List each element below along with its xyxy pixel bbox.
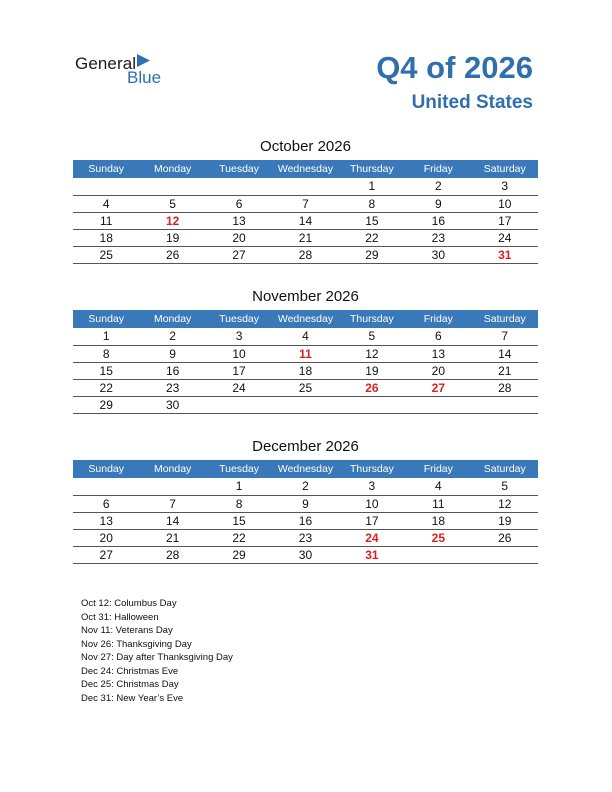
month-title: October 2026 — [260, 138, 351, 155]
day-cell: 3 — [206, 328, 272, 345]
day-cell: 1 — [73, 328, 139, 345]
day-cell: 14 — [472, 345, 538, 362]
day-cell: 16 — [405, 212, 471, 229]
day-cell: 7 — [272, 195, 338, 212]
day-cell — [206, 178, 272, 195]
week-row — [73, 328, 538, 345]
page-subtitle: United States — [411, 92, 533, 113]
day-cell: 9 — [405, 195, 471, 212]
day-cell: 11 — [73, 212, 139, 229]
day-cell: 2 — [139, 328, 205, 345]
weekday-header: Wednesday — [272, 310, 338, 328]
day-cell: 22 — [339, 229, 405, 246]
day-cell: 9 — [139, 345, 205, 362]
weekday-header: Monday — [139, 460, 205, 478]
day-cell: 28 — [472, 379, 538, 396]
weekday-header: Sunday — [73, 160, 139, 178]
weekday-header: Saturday — [472, 310, 538, 328]
week-row — [73, 512, 538, 529]
day-cell: 6 — [73, 495, 139, 512]
weekday-header: Friday — [405, 460, 471, 478]
weekday-header: Thursday — [339, 160, 405, 178]
day-cell: 11 — [272, 345, 338, 362]
day-cell: 23 — [139, 379, 205, 396]
day-cell: 24 — [472, 229, 538, 246]
week-row — [73, 396, 538, 413]
logo-triangle-icon — [137, 54, 151, 68]
day-cell: 30 — [405, 246, 471, 263]
day-cell: 21 — [472, 362, 538, 379]
month-october — [73, 138, 538, 264]
day-cell: 19 — [139, 229, 205, 246]
day-cell: 25 — [272, 379, 338, 396]
month-grid — [73, 160, 538, 264]
weekday-header: Tuesday — [206, 160, 272, 178]
day-cell: 12 — [339, 345, 405, 362]
day-cell: 8 — [73, 345, 139, 362]
day-cell: 21 — [272, 229, 338, 246]
day-cell: 27 — [73, 546, 139, 563]
week-row — [73, 345, 538, 362]
weekday-header: Saturday — [472, 460, 538, 478]
day-cell: 30 — [272, 546, 338, 563]
week-row — [73, 246, 538, 263]
weekday-header: Tuesday — [206, 310, 272, 328]
day-cell — [472, 546, 538, 563]
holiday-item: Dec 31: New Year’s Eve — [81, 692, 184, 704]
day-cell: 8 — [206, 495, 272, 512]
weekday-header: Friday — [405, 160, 471, 178]
holiday-item: Dec 24: Christmas Eve — [81, 665, 179, 677]
day-cell: 4 — [405, 478, 471, 495]
week-row — [73, 478, 538, 495]
weekday-header: Tuesday — [206, 460, 272, 478]
day-cell — [405, 396, 471, 413]
holiday-item: Oct 31: Halloween — [81, 611, 159, 623]
weekday-header: Thursday — [339, 310, 405, 328]
week-row — [73, 195, 538, 212]
day-cell — [73, 178, 139, 195]
day-cell: 25 — [73, 246, 139, 263]
weekday-header-row — [73, 310, 538, 328]
day-cell: 7 — [472, 328, 538, 345]
day-cell — [405, 546, 471, 563]
day-cell: 13 — [206, 212, 272, 229]
day-cell: 20 — [405, 362, 471, 379]
holiday-item: Nov 27: Day after Thanksgiving Day — [81, 652, 233, 663]
day-cell: 22 — [206, 529, 272, 546]
holiday-item: Nov 26: Thanksgiving Day — [81, 638, 192, 650]
day-cell: 2 — [272, 478, 338, 495]
page-title: Q4 of 2026 — [376, 50, 533, 85]
holiday-list — [81, 597, 233, 705]
day-cell: 27 — [206, 246, 272, 263]
day-cell: 25 — [405, 529, 471, 546]
week-row — [73, 379, 538, 396]
weekday-header: Thursday — [339, 460, 405, 478]
day-cell: 20 — [206, 229, 272, 246]
day-cell: 18 — [405, 512, 471, 529]
day-cell — [206, 396, 272, 413]
day-cell — [73, 478, 139, 495]
day-cell: 3 — [472, 178, 538, 195]
day-cell: 26 — [339, 379, 405, 396]
weekday-header: Monday — [139, 160, 205, 178]
day-cell — [272, 178, 338, 195]
holiday-item: Nov 11: Veterans Day — [81, 625, 173, 636]
week-row — [73, 495, 538, 512]
day-cell: 29 — [73, 396, 139, 413]
day-cell — [272, 396, 338, 413]
month-december — [73, 438, 538, 564]
weekday-header: Sunday — [73, 460, 139, 478]
weekday-header: Wednesday — [272, 460, 338, 478]
day-cell: 29 — [339, 246, 405, 263]
month-grid — [73, 460, 538, 564]
month-title: December 2026 — [252, 438, 359, 455]
day-cell: 7 — [139, 495, 205, 512]
day-cell: 31 — [472, 246, 538, 263]
day-cell: 10 — [206, 345, 272, 362]
day-cell: 24 — [206, 379, 272, 396]
day-cell: 19 — [339, 362, 405, 379]
day-cell: 6 — [206, 195, 272, 212]
day-cell: 4 — [272, 328, 338, 345]
month-november — [73, 288, 538, 414]
day-cell: 30 — [139, 396, 205, 413]
week-row — [73, 546, 538, 563]
day-cell: 19 — [472, 512, 538, 529]
day-cell: 1 — [206, 478, 272, 495]
day-cell: 20 — [73, 529, 139, 546]
day-cell: 5 — [139, 195, 205, 212]
day-cell — [139, 478, 205, 495]
day-cell: 14 — [139, 512, 205, 529]
month-title: November 2026 — [252, 288, 359, 305]
day-cell: 13 — [405, 345, 471, 362]
day-cell: 12 — [472, 495, 538, 512]
month-grid — [73, 310, 538, 414]
day-cell: 11 — [405, 495, 471, 512]
day-cell: 18 — [73, 229, 139, 246]
weekday-header: Saturday — [472, 160, 538, 178]
day-cell: 9 — [272, 495, 338, 512]
day-cell: 27 — [405, 379, 471, 396]
weekday-header: Sunday — [73, 310, 139, 328]
day-cell — [472, 396, 538, 413]
week-row — [73, 529, 538, 546]
day-cell: 23 — [272, 529, 338, 546]
holiday-item: Oct 12: Columbus Day — [81, 598, 177, 609]
weekday-header-row — [73, 460, 538, 478]
holiday-item: Dec 25: Christmas Day — [81, 679, 179, 690]
day-cell — [339, 396, 405, 413]
day-cell: 28 — [272, 246, 338, 263]
day-cell: 2 — [405, 178, 471, 195]
day-cell: 14 — [272, 212, 338, 229]
day-cell: 26 — [139, 246, 205, 263]
day-cell: 10 — [472, 195, 538, 212]
week-row — [73, 178, 538, 195]
day-cell: 22 — [73, 379, 139, 396]
day-cell: 1 — [339, 178, 405, 195]
day-cell: 8 — [339, 195, 405, 212]
day-cell: 15 — [73, 362, 139, 379]
day-cell: 17 — [206, 362, 272, 379]
logo-text-general: General — [75, 54, 137, 73]
day-cell: 3 — [339, 478, 405, 495]
weekday-header-row — [73, 160, 538, 178]
weekday-header: Friday — [405, 310, 471, 328]
day-cell: 15 — [206, 512, 272, 529]
day-cell: 29 — [206, 546, 272, 563]
day-cell: 18 — [272, 362, 338, 379]
day-cell: 31 — [339, 546, 405, 563]
day-cell: 12 — [139, 212, 205, 229]
weekday-header: Monday — [139, 310, 205, 328]
day-cell: 17 — [339, 512, 405, 529]
day-cell: 15 — [339, 212, 405, 229]
day-cell: 21 — [139, 529, 205, 546]
day-cell: 16 — [139, 362, 205, 379]
day-cell — [139, 178, 205, 195]
day-cell: 5 — [472, 478, 538, 495]
week-row — [73, 229, 538, 246]
day-cell: 13 — [73, 512, 139, 529]
day-cell: 28 — [139, 546, 205, 563]
day-cell: 17 — [472, 212, 538, 229]
day-cell: 10 — [339, 495, 405, 512]
logo-text-blue: Blue — [127, 68, 162, 87]
day-cell: 6 — [405, 328, 471, 345]
day-cell: 4 — [73, 195, 139, 212]
day-cell: 16 — [272, 512, 338, 529]
weekday-header: Wednesday — [272, 160, 338, 178]
week-row — [73, 212, 538, 229]
week-row — [73, 362, 538, 379]
day-cell: 23 — [405, 229, 471, 246]
day-cell: 24 — [339, 529, 405, 546]
day-cell: 5 — [339, 328, 405, 345]
day-cell: 26 — [472, 529, 538, 546]
